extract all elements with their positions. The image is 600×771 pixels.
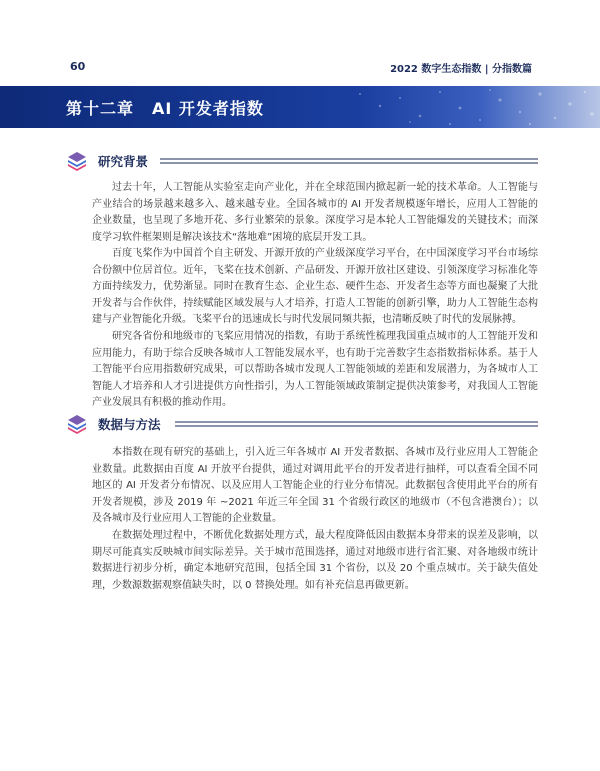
chapter-name: AI 开发者指数 — [152, 99, 264, 118]
chapter-title — [66, 96, 264, 119]
banner-dot-pattern — [340, 86, 600, 128]
page-number: 60 — [70, 60, 86, 73]
running-header: 2022 数字生态指数 | 分指数篇 — [390, 64, 532, 75]
stacked-layers-icon — [66, 150, 88, 172]
section-heading-data-methods — [66, 413, 161, 435]
chapter-number: 第十二章 — [66, 99, 135, 118]
paragraph: 过去十年，人工智能从实验室走向产业化，并在全球范围内掀起新一轮的技术革命。人工智能与产业结合的场景越来越多入、越来越专业。全国各城市的 AI 开发者规模逐年增长，应用人工智能的企业数量，也呈现了多地开花、多行业繁荣的景象。深度学习是本轮人工智能爆发的关键技术；而深度学习软件框架则是解决该技术“落地难”困境的底层开发工具。 — [92, 182, 538, 243]
section-title: 研究背景 — [98, 154, 149, 169]
paragraph: 研究各省份和地级市的飞桨应用情况的指数，有助于系统性梳理我国重点城市的人工智能开发和应用能力，有助于综合反映各城市人工智能发展水平，也有助于完善数字生态指数指标体系。基于人工智能平台应用指数研究成果，可以帮助各城市发现人工智能领域的差距和发展潜力，为各城市人工智能人才培养和人才引进提供方向性指引，为人工智能领域政策制定提供决策参考，对我国人工智能产业发展具有积极的推动作用。 — [92, 331, 538, 408]
section-heading-background — [66, 150, 148, 172]
section-divider — [160, 157, 538, 165]
paragraph: 百度飞桨作为中国首个自主研发、开源开放的产业级深度学习平台，在中国深度学习平台市场综合份额中位居首位。近年，飞桨在技术创新、产品研发、开源开放社区建设、引领深度学习标准化等方面持续发力，优势渐显。同时在教育生态、企业生态、硬件生态、开发者生态等方面也凝聚了大批开发者与合作伙伴，持续赋能区域发展与人才培养，打造人工智能的创新引擎，助力人工智能生态构建与产业智能化升级。飞桨平台的迅速成长与时代发展同频共振，也清晰反映了时代的发展脉搏。 — [92, 248, 538, 325]
stacked-layers-icon — [66, 413, 88, 435]
paragraph: 本指数在现有研究的基础上，引入近三年各城市 AI 开发者数据、各城市及行业应用人工智能企业数量。此数据由百度 AI 开放平台提供，通过对调用此平台的开发者进行抽样，可以查看全国不同地区的 AI 开发者分布情况、以及应用人工智能企业的行业分布情况。此数据包含使用此平台的所有开发者规模，涉及 2019 年 ~2021 年近三年全国 31 个省级行政区的地级市（不包含港澳台）；以及各城市及行业应用人工智能的企业数量。 — [92, 447, 538, 524]
paragraph: 在数据处理过程中，不断优化数据处理方式，最大程度降低因由数据本身带来的误差及影响，以期尽可能真实反映城市间实际差异。关于城市范围选择，通过对地级市进行省汇聚、对各地级市统计数据进行初步分析，确定本地研究范围，包括全国 31 个省份，以及 20 个重点城市。关于缺失值处理，少数源数据观察值缺失时，以 0 替换处理。如有补充信息再做更新。 — [92, 530, 538, 591]
section-divider — [175, 420, 538, 428]
section-title: 数据与方法 — [98, 417, 161, 432]
